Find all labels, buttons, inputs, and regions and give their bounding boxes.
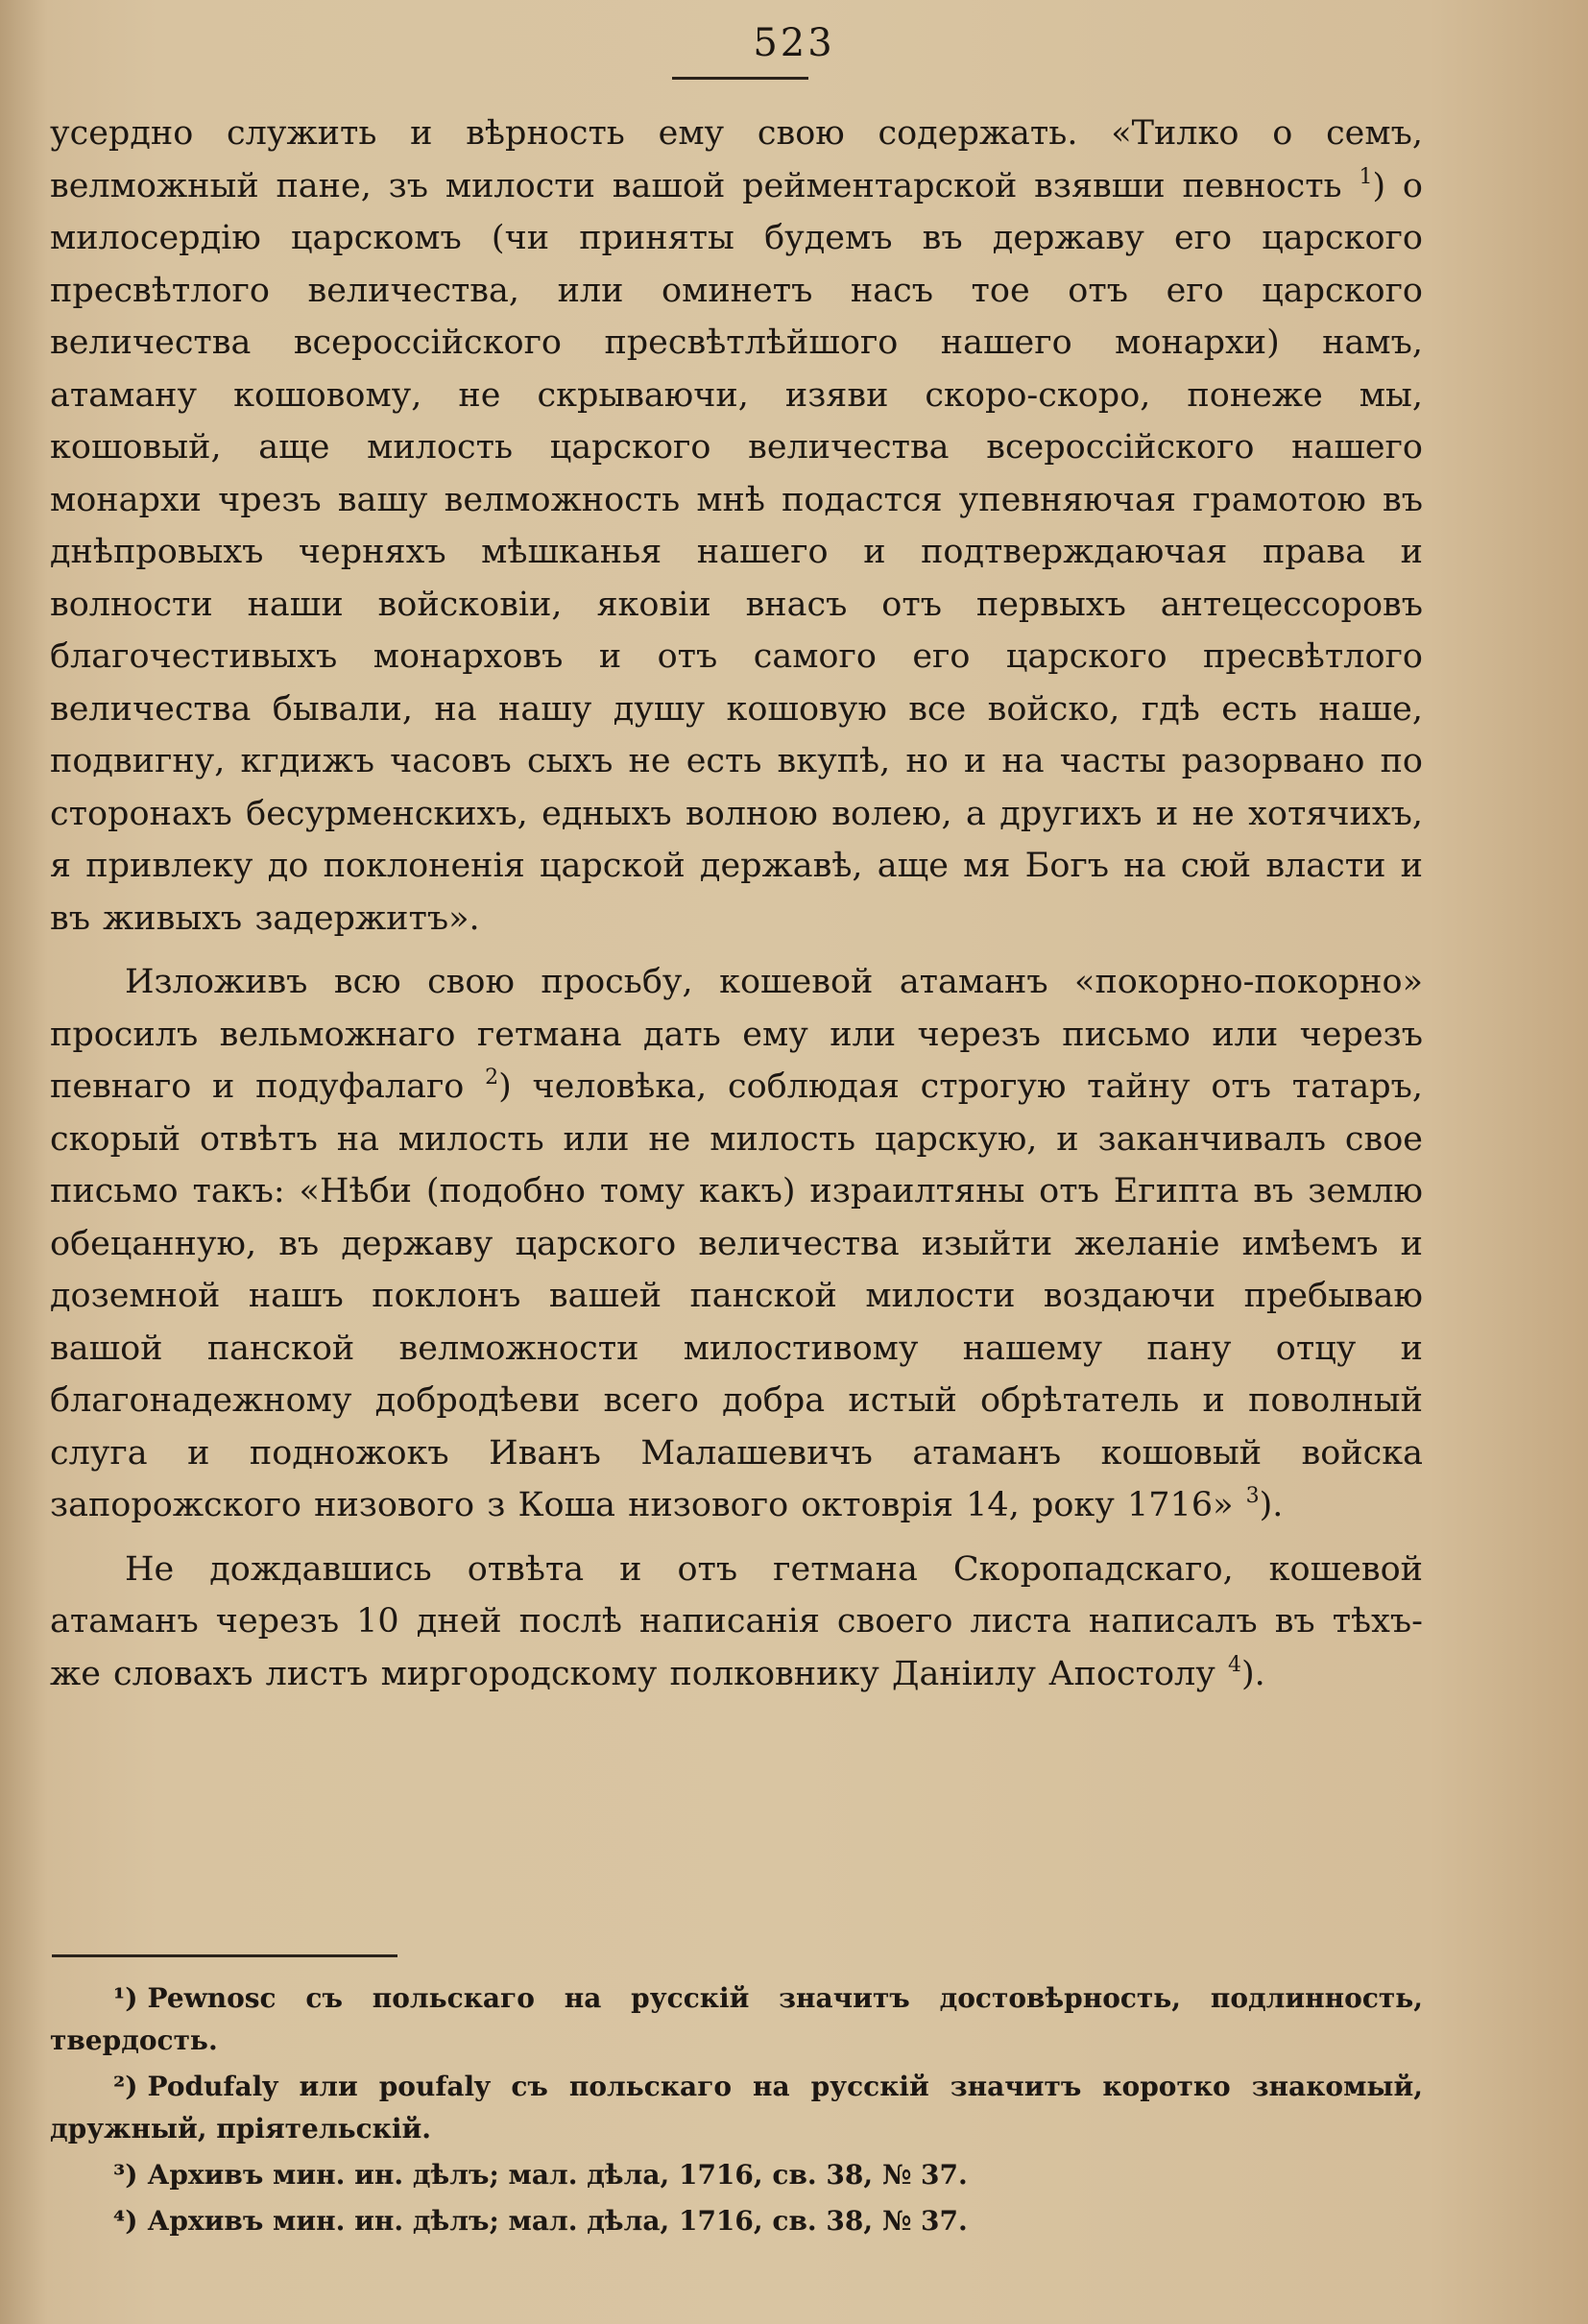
footnote-1 <box>50 1977 1423 2062</box>
footnote-2-mark: ²) <box>113 2071 138 2102</box>
footnote-ref-1: 1 <box>1359 164 1373 189</box>
paragraph-1-text-b: ) о милосердію царскомъ (чи приняты будемъ въ державу его царского пресвѣтлого величества, или оминетъ насъ тое отъ его царского величества всероссійского пресвѣтлѣйшого нашего монархи) намъ, атаману кошовому, не скрываючи, изяви скоро-скоро, понеже мы, кошовый, аще милость царского величества всероссійского нашего монархи чрезъ вашу велможность мнѣ подастся упевняючая грамотою въ днѣпровыхъ черняхъ мѣшканья нашего и подтверждаючая права и волности наши войсковіи, яковіи внасъ отъ первыхъ антецессоровъ благочестивыхъ монарховъ и отъ самого его царского пресвѣтлого величества бывали, на нашу душу кошовую все войско, гдѣ есть наше, подвигну, кгдижъ часовъ сыхъ не есть вкупѣ, но и на часты разорвано по сторонахъ бесурменскихъ, едныхъ волною волею, а другихъ и не хотячихъ, я привлеку до поклоненія царской державѣ, аще мя Богъ на сюй власти и въ живыхъ задержитъ». <box>50 166 1423 938</box>
footnote-3 <box>50 2154 1423 2196</box>
footnote-3-mark: ³) <box>113 2159 138 2191</box>
footnote-2-text: Podufaly или poufaly съ польскаго на русскій значитъ коротко знакомый, дружный, пріятельскій. <box>50 2071 1423 2144</box>
page-number: 523 <box>753 21 835 65</box>
footnote-1-text: Pewnosc съ польскаго на русскій значитъ достовѣрность, подлинность, твердость. <box>50 1982 1423 2056</box>
paragraph-3-text-b: ). <box>1241 1654 1265 1693</box>
paragraph-2 <box>50 956 1423 1532</box>
paragraph-2-text-c: ). <box>1259 1486 1284 1524</box>
page-number-rule <box>672 77 808 80</box>
footnote-ref-4: 4 <box>1228 1652 1242 1677</box>
footnotes <box>50 1977 1423 2246</box>
paragraph-2-text-a: Изложивъ всю свою просьбу, кошевой атаманъ «покорно-покорно» просилъ вельможнаго гетмана дать ему или черезъ письмо или черезъ певнаго и подуфалаго <box>50 963 1423 1106</box>
footnote-separator <box>52 1954 397 1957</box>
footnote-4 <box>50 2200 1423 2242</box>
footnote-4-mark: ⁴) <box>113 2205 138 2237</box>
paragraph-1-text-a: усердно служить и вѣрность ему свою содержать. «Тилко о семъ, велможный пане, зъ милости вашой рейментарской взявши певность <box>50 114 1423 205</box>
paragraph-1 <box>50 108 1423 945</box>
footnote-ref-2: 2 <box>485 1066 499 1090</box>
footnote-4-text: Архивъ мин. ин. дѣлъ; мал. дѣла, 1716, св. 38, № 37. <box>147 2205 968 2237</box>
footnote-1-mark: ¹) <box>113 1982 138 2014</box>
paragraph-2-text-b: ) человѣка, соблюдая строгую тайну отъ татаръ, скорый отвѣтъ на милость или не милость царскую, и заканчивалъ свое письмо такъ: «Нѣби (подобно тому какъ) израилтяны отъ Египта въ землю обецанную, въ державу царского величества изыйти желаніе имѣемъ и доземной нашъ поклонъ вашей панской милости воздаючи пребываю вашой панской велможности милостивому нашему пану отцу и благонадежному добродѣеви всего добра истый обрѣтатель и поволный слуга и подножокъ Иванъ Малашевичъ атаманъ кошовый войска запорожского низового з Коша низового октоврія 14, року 1716» <box>50 1067 1423 1524</box>
footnote-ref-3: 3 <box>1245 1484 1260 1508</box>
paragraph-3 <box>50 1544 1423 1701</box>
body-text <box>50 108 1423 1700</box>
paragraph-3-text-a: Не дождавшись отвѣта и отъ гетмана Скоропадскаго, кошевой атаманъ черезъ 10 дней послѣ написанія своего листа написалъ въ тѣхъ-же словахъ листъ миргородскому полковнику Даніилу Апостолу <box>50 1549 1423 1693</box>
footnote-3-text: Архивъ мин. ин. дѣлъ; мал. дѣла, 1716, св. 38, № 37. <box>147 2159 968 2191</box>
footnote-2 <box>50 2066 1423 2150</box>
